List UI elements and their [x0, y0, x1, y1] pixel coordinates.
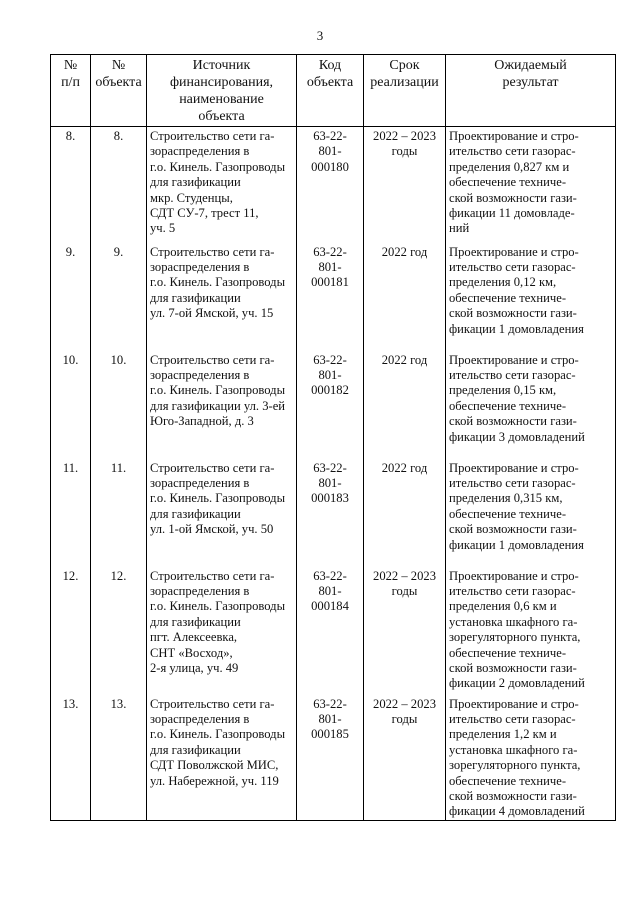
cell-expected-result: Проектирование и стро- ительство сети газорас- пределения 0,12 км, обеспечение техниче- ской возможности гази- фикации 1 домовладения [446, 243, 616, 351]
cell-financing-source: Строительство сети га- зораспределения в г.о. Кинель. Газопроводы для газификации ул. 7-ой Ямской, уч. 15 [147, 243, 297, 351]
table-header-row [51, 55, 616, 127]
table-row [51, 127, 616, 243]
cell-expected-result: Проектирование и стро- ительство сети газорас- пределения 0,827 км и обеспечение техниче- ской возможности гази- фикации 11 домовладе- ний [446, 127, 616, 243]
cell-financing-source: Строительство сети га- зораспределения в г.о. Кинель. Газопроводы для газификации ул. 3-ей Юго-Западной, д. 3 [147, 351, 297, 459]
cell-object-number: 9. [91, 243, 147, 351]
cell-object-code: 63-22- 801- 000180 [297, 127, 364, 243]
cell-object-code: 63-22- 801- 000183 [297, 459, 364, 567]
cell-financing-source: Строительство сети га- зораспределения в г.о. Кинель. Газопроводы для газификации пгт. Алексеевка, СНТ «Восход», 2-я улица, уч. 49 [147, 567, 297, 695]
header-term: Срок реализации [364, 55, 446, 127]
financing-table [50, 54, 616, 821]
cell-object-number: 13. [91, 695, 147, 821]
page-number: 3 [316, 28, 324, 43]
table-row [51, 351, 616, 459]
cell-object-number: 12. [91, 567, 147, 695]
cell-financing-source: Строительство сети га- зораспределения в г.о. Кинель. Газопроводы для газификации СДТ Поволжской МИС, ул. Набережной, уч. 119 [147, 695, 297, 821]
cell-item-number: 9. [51, 243, 91, 351]
cell-expected-result: Проектирование и стро- ительство сети газорас- пределения 0,315 км, обеспечение техниче- ской возможности гази- фикации 1 домовладения [446, 459, 616, 567]
cell-term: 2022 – 2023 годы [364, 567, 446, 695]
cell-expected-result: Проектирование и стро- ительство сети газорас- пределения 0,6 км и установка шкафного га- зорегуляторного пункта, обеспечение техниче- ской возможности гази- фикации 2 домовладений [446, 567, 616, 695]
cell-item-number: 12. [51, 567, 91, 695]
cell-object-code: 63-22- 801- 000182 [297, 351, 364, 459]
cell-term: 2022 – 2023 годы [364, 695, 446, 821]
header-expected-result: Ожидаемый результат [446, 55, 616, 127]
cell-item-number: 13. [51, 695, 91, 821]
header-object-code: Код объекта [297, 55, 364, 127]
cell-expected-result: Проектирование и стро- ительство сети газорас- пределения 1,2 км и установка шкафного га- зорегуляторного пункта, обеспечение техниче- ской возможности гази- фикации 4 домовладений [446, 695, 616, 821]
cell-object-code: 63-22- 801- 000184 [297, 567, 364, 695]
cell-object-number: 10. [91, 351, 147, 459]
cell-object-code: 63-22- 801- 000181 [297, 243, 364, 351]
cell-term: 2022 год [364, 351, 446, 459]
cell-term: 2022 год [364, 243, 446, 351]
table-row [51, 459, 616, 567]
cell-object-number: 8. [91, 127, 147, 243]
cell-term: 2022 – 2023 годы [364, 127, 446, 243]
cell-item-number: 10. [51, 351, 91, 459]
table-row [51, 695, 616, 821]
header-financing-source: Источник финансирования, наименование объекта [147, 55, 297, 127]
cell-object-code: 63-22- 801- 000185 [297, 695, 364, 821]
cell-expected-result: Проектирование и стро- ительство сети газорас- пределения 0,15 км, обеспечение техниче- ской возможности гази- фикации 3 домовладений [446, 351, 616, 459]
header-item-number: № п/п [51, 55, 91, 127]
cell-item-number: 11. [51, 459, 91, 567]
cell-item-number: 8. [51, 127, 91, 243]
header-object-number: № объекта [91, 55, 147, 127]
cell-financing-source: Строительство сети га- зораспределения в г.о. Кинель. Газопроводы для газификации мкр. Студенцы, СДТ СУ-7, трест 11, уч. 5 [147, 127, 297, 243]
cell-financing-source: Строительство сети га- зораспределения в г.о. Кинель. Газопроводы для газификации ул. 1-ой Ямской, уч. 50 [147, 459, 297, 567]
table-row [51, 567, 616, 695]
cell-object-number: 11. [91, 459, 147, 567]
table-row [51, 243, 616, 351]
cell-term: 2022 год [364, 459, 446, 567]
